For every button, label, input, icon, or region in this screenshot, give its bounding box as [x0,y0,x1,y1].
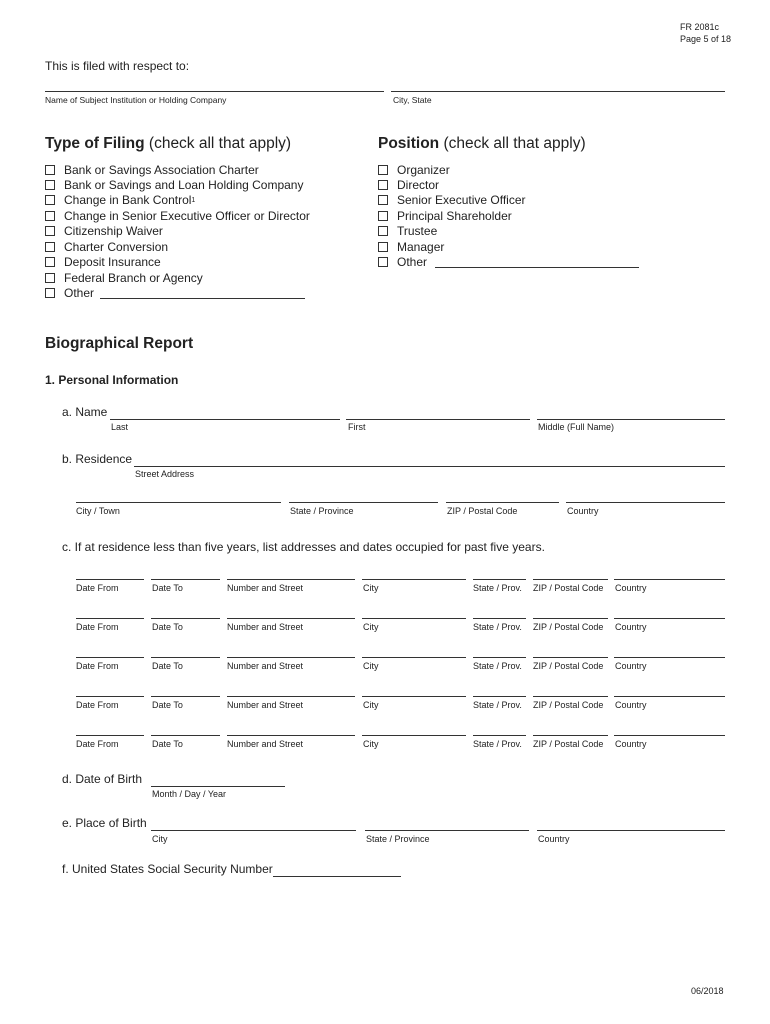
date-from-field[interactable] [76,618,144,619]
date-to-label: Date To [152,739,183,749]
position-option-principal-shareholder[interactable] [378,209,512,223]
pob-state-label: State / Province [366,834,430,844]
country-field[interactable] [614,696,725,697]
number-street-field[interactable] [227,696,355,697]
checkbox[interactable] [45,257,55,267]
state-prov-label: State / Prov. [473,622,522,632]
country-label: Country [567,506,599,516]
position-title: Position [378,135,440,152]
country-field[interactable] [566,502,725,503]
date-to-label: Date To [152,700,183,710]
country-field[interactable] [614,735,725,736]
street-address-label: Street Address [135,469,195,479]
pob-city-field[interactable] [151,830,356,831]
filing-option-holding-company[interactable] [45,178,303,192]
street-address-field[interactable] [134,466,725,467]
date-from-label: Date From [76,622,119,632]
type-of-filing-note: (check all that apply) [148,135,292,152]
page-number: Page 5 of 18 [680,34,732,44]
date-to-label: Date To [152,583,183,593]
city-town-label: City / Town [76,506,120,516]
date-from-field[interactable] [76,657,144,658]
zip-postal-field[interactable] [533,618,608,619]
number-street-field[interactable] [227,579,355,580]
position-option-label: Principal Shareholder [397,209,512,223]
section-personal-info: 1. Personal Information [45,373,179,387]
date-to-label: Date To [152,622,183,632]
dob-format-label: Month / Day / Year [152,789,227,799]
country-field[interactable] [614,657,725,658]
city-label: City [363,622,379,632]
checkbox[interactable] [45,195,55,205]
filing-option-label: Bank or Savings Association Charter [64,163,259,177]
country-label: Country [615,700,647,710]
position-option-label: Trustee [397,224,438,238]
zip-postal-field[interactable] [533,696,608,697]
zip-postal-label: ZIP / Postal Code [533,700,604,710]
pob-label: e. Place of Birth [62,816,147,830]
checkbox[interactable] [45,273,55,283]
footer-date: 06/2018 [691,986,724,996]
checkbox[interactable] [378,242,388,252]
country-label: Country [615,661,647,671]
date-to-field[interactable] [151,618,220,619]
filing-option-change-officer[interactable] [45,209,310,223]
checkbox[interactable] [45,242,55,252]
position-option-label: Senior Executive Officer [397,193,526,207]
date-from-field[interactable] [76,579,144,580]
name-label: a. Name [62,405,108,419]
ssn-field[interactable] [273,876,401,877]
city-label: City [363,583,379,593]
pob-country-label: Country [538,834,570,844]
filing-option-label: Charter Conversion [64,240,169,254]
position-option-manager[interactable] [378,240,444,254]
dob-label: d. Date of Birth [62,772,143,786]
state-province-field[interactable] [289,502,438,503]
number-street-label: Number and Street [227,583,304,593]
city-label: City [363,700,379,710]
checkbox[interactable] [45,211,55,221]
date-from-field[interactable] [76,696,144,697]
prior-address-row-4 [0,696,770,712]
number-street-field[interactable] [227,657,355,658]
zip-postal-label: ZIP / Postal Code [533,739,604,749]
prior-address-row-2 [0,618,770,634]
zip-postal-label: ZIP / Postal Code [533,583,604,593]
filing-option-charter-conversion[interactable] [45,240,168,254]
checkbox[interactable] [45,226,55,236]
pob-state-field[interactable] [365,830,529,831]
filed-intro: This is filed with respect to: [45,59,190,73]
position-option-organizer[interactable] [378,163,450,177]
city-field[interactable] [362,618,466,619]
state-prov-field[interactable] [473,696,526,697]
first-name-field[interactable] [346,419,530,420]
state-prov-label: State / Prov. [473,700,522,710]
residence-label: b. Residence [62,452,133,466]
number-street-label: Number and Street [227,622,304,632]
prior-address-row-5 [0,735,770,751]
city-field[interactable] [362,696,466,697]
zip-label: ZIP / Postal Code [447,506,518,516]
position-note: (check all that apply) [443,135,586,152]
filing-other-field[interactable] [100,287,305,299]
date-to-label: Date To [152,661,183,671]
city-label: City [363,739,379,749]
number-street-field[interactable] [227,735,355,736]
position-option-label: Manager [397,240,445,254]
position-other-field[interactable] [435,256,639,268]
type-of-filing-heading [45,135,291,153]
institution-label: Name of Subject Institution or Holding Company [45,95,227,105]
checkbox[interactable] [378,257,388,267]
state-prov-label: State / Prov. [473,583,522,593]
filing-option-change-in-control[interactable] [45,193,195,207]
state-prov-field[interactable] [473,735,526,736]
form-id: FR 2081c [680,22,720,32]
checkbox[interactable] [378,165,388,175]
city-field[interactable] [362,735,466,736]
last-name-label: Last [111,422,129,432]
state-prov-field[interactable] [473,657,526,658]
city-town-field[interactable] [76,502,281,503]
country-label: Country [615,583,647,593]
prior-addresses-label: c. If at residence less than five years, list addresses and dates occupied for past five years. [62,540,545,554]
city-field[interactable] [362,657,466,658]
zip-postal-label: ZIP / Postal Code [533,661,604,671]
position-option-label: Organizer [397,163,450,177]
checkbox[interactable] [378,226,388,236]
number-street-label: Number and Street [227,661,304,671]
checkbox[interactable] [378,211,388,221]
type-of-filing-title: Type of Filing [45,135,145,152]
footnote-mark: 1 [191,196,196,204]
first-name-label: First [348,422,366,432]
position-heading [378,135,586,153]
zip-postal-field[interactable] [533,579,608,580]
date-from-label: Date From [76,700,119,710]
bio-title: Biographical Report [45,335,194,352]
date-to-field[interactable] [151,696,220,697]
zip-postal-field[interactable] [533,735,608,736]
city-state-field[interactable] [391,91,725,92]
dob-field[interactable] [151,786,285,787]
institution-field[interactable] [45,91,384,92]
filing-option-label: Deposit Insurance [64,255,161,269]
filing-option-citizenship-waiver[interactable] [45,224,163,238]
number-street-label: Number and Street [227,700,304,710]
date-from-field[interactable] [76,735,144,736]
filing-option-label: Other [64,286,95,300]
filing-option-other[interactable] [45,286,305,300]
country-field[interactable] [614,579,725,580]
position-option-director[interactable] [378,178,439,192]
state-prov-field[interactable] [473,579,526,580]
ssn-label: f. United States Social Security Number [62,862,273,876]
date-from-label: Date From [76,583,119,593]
filing-option-label: Citizenship Waiver [64,224,163,238]
date-from-label: Date From [76,661,119,671]
city-label: City [363,661,379,671]
date-to-field[interactable] [151,579,220,580]
city-field[interactable] [362,579,466,580]
checkbox[interactable] [378,180,388,190]
prior-address-row-3 [0,657,770,673]
checkbox[interactable] [45,165,55,175]
zip-postal-label: ZIP / Postal Code [533,622,604,632]
date-to-field[interactable] [151,735,220,736]
country-label: Country [615,622,647,632]
prior-address-row-1 [0,579,770,595]
zip-field[interactable] [446,502,559,503]
date-to-field[interactable] [151,657,220,658]
state-prov-field[interactable] [473,618,526,619]
checkbox[interactable] [45,180,55,190]
state-prov-label: State / Prov. [473,739,522,749]
state-province-label: State / Province [290,506,354,516]
position-option-label: Other [397,255,428,269]
filing-option-label: Federal Branch or Agency [64,271,203,285]
filing-option-label: Change in Senior Executive Officer or Director [64,209,310,223]
number-street-field[interactable] [227,618,355,619]
country-label: Country [615,739,647,749]
pob-country-field[interactable] [537,830,725,831]
position-option-label: Director [397,178,440,192]
date-from-label: Date From [76,739,119,749]
pob-city-label: City [152,834,168,844]
number-street-label: Number and Street [227,739,304,749]
zip-postal-field[interactable] [533,657,608,658]
last-name-field[interactable] [110,419,340,420]
checkbox[interactable] [45,288,55,298]
filing-option-label: Change in Bank Control [64,193,192,207]
filing-option-bank-charter[interactable] [45,163,259,177]
filing-option-deposit-insurance[interactable] [45,255,161,269]
position-option-trustee[interactable] [378,224,437,238]
position-option-seo[interactable] [378,193,526,207]
filing-option-label: Bank or Savings and Loan Holding Company [64,178,304,192]
country-field[interactable] [614,618,725,619]
middle-name-field[interactable] [537,419,725,420]
checkbox[interactable] [378,195,388,205]
filing-option-federal-branch[interactable] [45,271,203,285]
city-state-label: City, State [393,95,432,105]
position-option-other[interactable] [378,255,639,269]
state-prov-label: State / Prov. [473,661,522,671]
middle-name-label: Middle (Full Name) [538,422,615,432]
